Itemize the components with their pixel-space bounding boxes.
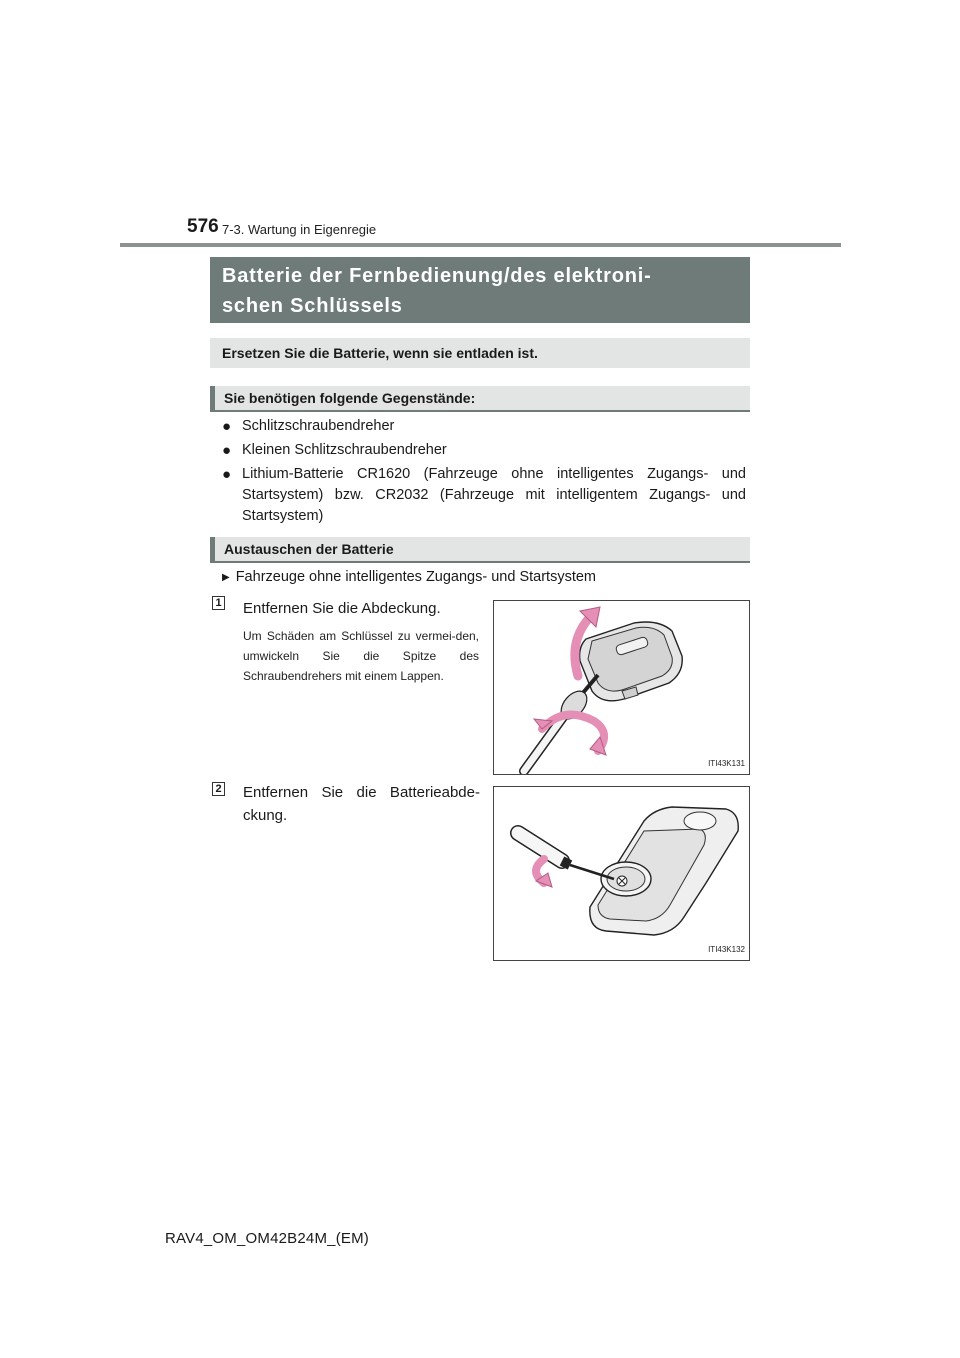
header-divider: [120, 243, 841, 247]
list-item: [222, 464, 746, 527]
figure-code: ITI43K131: [708, 759, 745, 768]
footer-document-code: RAV4_OM_OM42B24M_(EM): [165, 1230, 369, 1247]
step-1-text: Entfernen Sie die Abdeckung.: [243, 600, 441, 617]
key-cover-illustration: [494, 601, 749, 774]
page-title-line-2: schen Schlüssels: [222, 295, 403, 317]
step-number-1: 1: [212, 596, 225, 610]
list-item: [222, 416, 746, 437]
page-title: [210, 257, 750, 323]
tools-list: [222, 416, 746, 530]
replace-heading: Austauschen der Batterie: [210, 537, 750, 563]
battery-cover-illustration: [494, 787, 749, 960]
list-item-text: Schlitzschraubendreher: [242, 418, 395, 434]
page-title-line-1: Batterie der Fernbedienung/des elektroni-: [222, 265, 652, 287]
page-number: 576: [187, 216, 219, 237]
bullet-icon: ●: [222, 466, 232, 483]
triangle-right-icon: ▶: [222, 572, 230, 583]
step-number-2: 2: [212, 782, 225, 796]
figure-remove-cover: [493, 600, 750, 775]
intro-box: Ersetzen Sie die Batterie, wenn sie entladen ist.: [210, 338, 750, 368]
section-reference: 7-3. Wartung in Eigenregie: [222, 222, 377, 237]
list-item-text: Kleinen Schlitzschraubendreher: [242, 442, 447, 458]
vehicle-condition-text: Fahrzeuge ohne intelligentes Zugangs- und Startsystem: [235, 569, 596, 585]
list-item: [222, 440, 746, 461]
step-1-note: Um Schäden am Schlüssel zu vermei-den, umwickeln Sie die Spitze des Schraubendrehers mit einem Lappen.: [243, 629, 479, 683]
figure-remove-battery-cover: [493, 786, 750, 961]
bullet-icon: ●: [222, 418, 232, 435]
bullet-icon: ●: [222, 442, 232, 459]
tools-heading: Sie benötigen folgende Gegenstände:: [210, 386, 750, 412]
vehicle-condition: [222, 569, 596, 585]
figure-code: ITI43K132: [708, 945, 745, 954]
step-2-text: Entfernen Sie die Batterieabde-ckung.: [243, 784, 480, 824]
list-item-text: Lithium-Batterie CR1620 (Fahrzeuge ohne intelligentes Zugangs- und Startsystem) bzw. CR2032 (Fahrzeuge mit intelligentem Zugangs- und Startsystem): [242, 466, 746, 524]
